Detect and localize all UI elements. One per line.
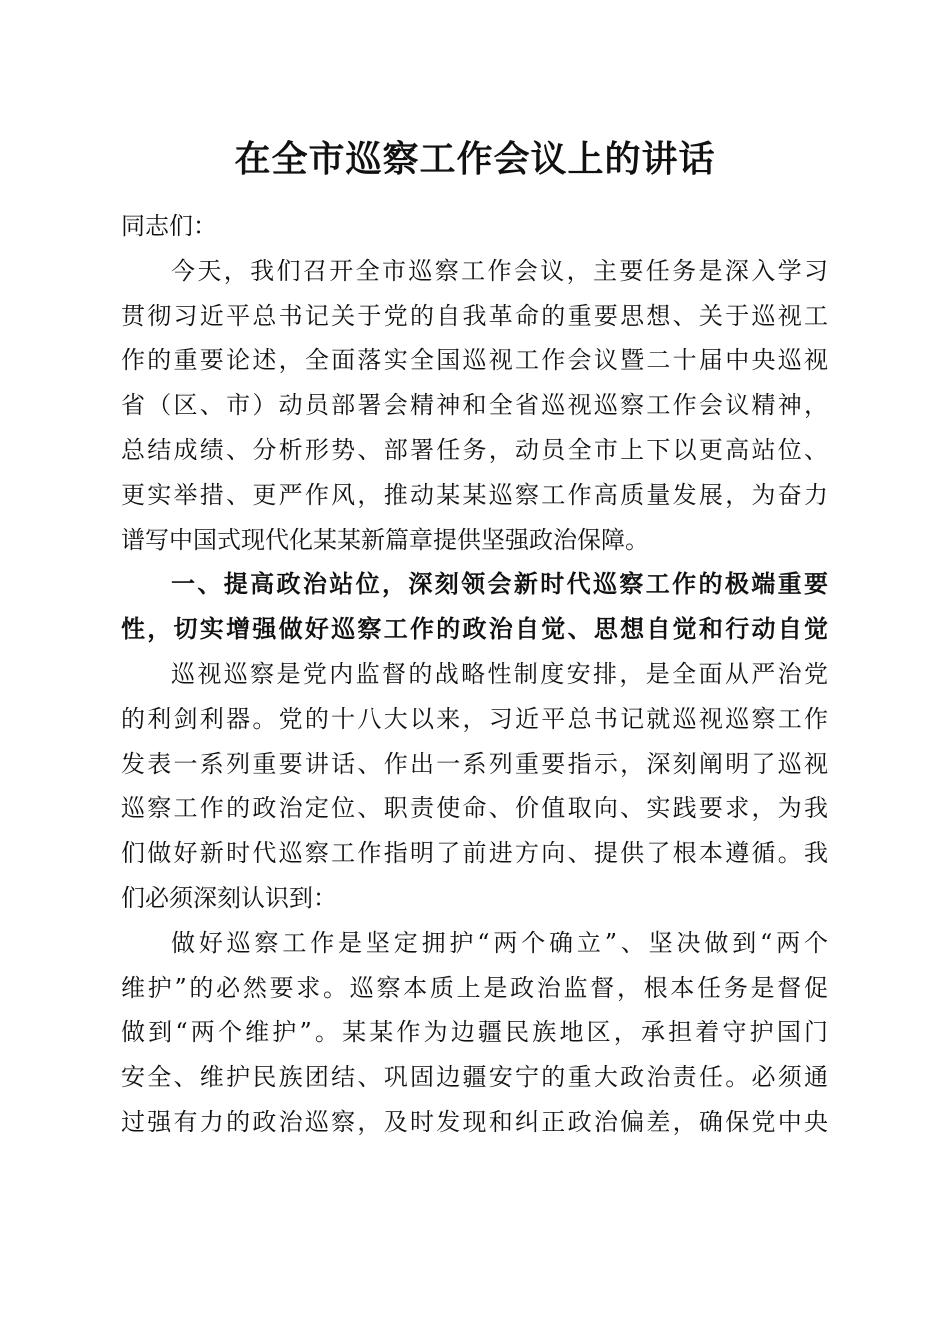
paragraph-line: 过强有力的政治巡察，及时发现和纠正政治偏差，确保党中央: [121, 1107, 828, 1136]
paragraph-line: 省（区、市）动员部署会精神和全省巡视巡察工作会议精神，: [121, 391, 828, 420]
paragraph-line: 发表一系列重要讲话、作出一系列重要指示，深刻阐明了巡视: [121, 749, 828, 778]
paragraph-line: 的利剑利器。党的十八大以来，习近平总书记就巡视巡察工作: [121, 704, 828, 733]
paragraph-line: 维护”的必然要求。巡察本质上是政治监督，根本任务是督促: [121, 973, 828, 1002]
paragraph-line: 安全、维护民族团结、巩固边疆安宁的重大政治责任。必须通: [121, 1063, 828, 1092]
paragraph-line: 更实举措、更严作风，推动某某巡察工作高质量发展，为奋力: [121, 480, 828, 509]
section-heading-line: 一、提高政治站位，深刻领会新时代巡察工作的极端重要: [171, 570, 828, 599]
document-title: 在全市巡察工作会议上的讲话: [234, 138, 716, 180]
paragraph-line: 总结成绩、分析形势、部署任务，动员全市上下以更高站位、: [121, 435, 828, 464]
salutation: 同志们：: [121, 212, 217, 240]
paragraph-line: 巡视巡察是党内监督的战略性制度安排，是全面从严治党: [171, 659, 828, 688]
paragraph-line: 作的重要论述，全面落实全国巡视工作会议暨二十届中央巡视: [121, 346, 828, 375]
paragraph-line: 巡察工作的政治定位、职责使命、价值取向、实践要求，为我: [121, 794, 828, 823]
paragraph-line: 们做好新时代巡察工作指明了前进方向、提供了根本遵循。我: [121, 839, 828, 868]
paragraph-line: 贯彻习近平总书记关于党的自我革命的重要思想、关于巡视工: [121, 301, 828, 330]
paragraph-line: 谱写中国式现代化某某新篇章提供坚强政治保障。: [121, 525, 649, 554]
paragraph-line: 今天，我们召开全市巡察工作会议，主要任务是深入学习: [171, 256, 828, 285]
paragraph-line: 做到“两个维护”。某某作为边疆民族地区，承担着守护国门: [121, 1018, 828, 1047]
paragraph-line: 们必须深刻认识到：: [121, 883, 337, 912]
section-heading-line: 性，切实增强做好巡察工作的政治自觉、思想自觉和行动自觉: [121, 615, 828, 644]
paragraph-line: 做好巡察工作是坚定拥护“两个确立”、坚决做到“两个: [171, 928, 828, 957]
document-body: [121, 204, 828, 1145]
